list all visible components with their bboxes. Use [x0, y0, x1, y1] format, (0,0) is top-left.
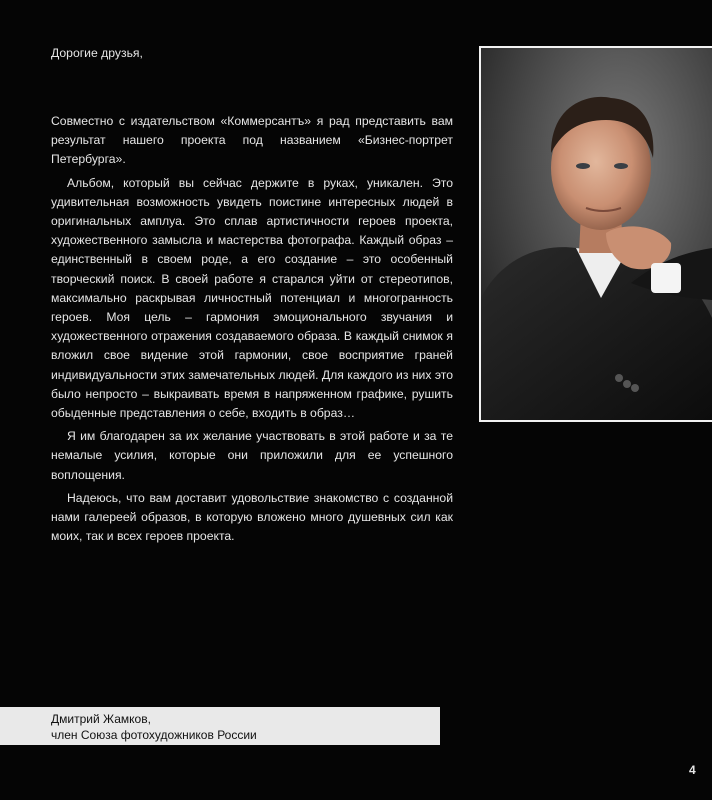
signature-box: [0, 707, 440, 745]
letter-body: [51, 112, 453, 550]
author-portrait-frame: [479, 46, 712, 422]
author-name: Дмитрий Жамков,: [51, 712, 151, 726]
letter-greeting: Дорогие друзья,: [51, 46, 143, 60]
letter-paragraph: Надеюсь, что вам доставит удовольствие знакомство с созданной нами галереей образов, в которую вложено много душевных сил как моих, так и всех героев проекта.: [51, 490, 453, 544]
portrait-illustration: [481, 48, 712, 420]
letter-paragraph: Я им благодарен за их желание участвовать в этой работе и за те немалые усилия, которые они приложили для ее успешного воплощения.: [51, 429, 453, 482]
letter-paragraph: Альбом, который вы сейчас держите в руках, уникален. Это удивительная возможность увидеть поистине интересных людей в оригинальных амплуа. Это сплав артистичности героев проекта, художественного замысла и мастерства фотографа. Каждый образ – единственный в своем роде, а его создание – это особенный творческий поиск. В своей работе я старался уйти от стереотипов, максимально раскрывая личностный потенциал и многогранность героев. Моя цель – гармония эмоционального звучания и художественного отражения создаваемого образа. В каждый снимок я вложил свое видение этой гармонии, свое восприятие граней индивидуальности этих замечательных людей. Для каждого из них это было непросто – выкраивать время в напряженном графике, рушить обыденные представления о себе, входить в образ…: [51, 175, 454, 421]
page-number: 4: [689, 763, 696, 777]
author-portrait-photo: [481, 48, 712, 420]
letter-paragraph: Совместно с издательством «Коммерсантъ» я рад представить вам результат нашего проекта под названием «Бизнес-портрет Петербурга».: [51, 114, 453, 167]
author-title: член Союза фотохудожников России: [51, 728, 257, 742]
